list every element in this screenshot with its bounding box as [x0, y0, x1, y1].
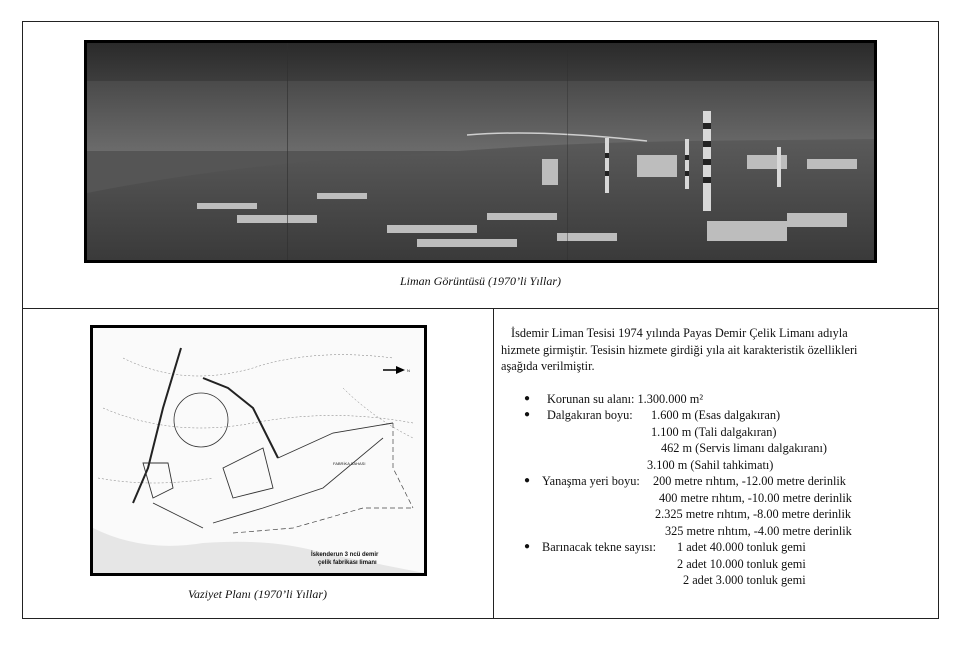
north-arrow-label: N — [407, 368, 410, 373]
list-item-dalgakiran: ● Dalgakıran boyu: 1.600 m (Esas dalgakıran) — [524, 408, 781, 422]
column-divider — [493, 308, 494, 619]
list-item-barinacak-cont: 2 adet 3.000 tonluk gemi — [683, 573, 806, 587]
port-panorama-photo — [84, 40, 877, 263]
row-divider — [22, 308, 939, 309]
fabrika-label: FABRİKA SAHASI — [333, 461, 366, 466]
list-item-korunan: ● Korunan su alanı: 1.300.000 m² — [524, 391, 704, 406]
list-item-dalgakiran-cont: 3.100 m (Sahil tahkimatı) — [647, 457, 774, 472]
plan-caption: Vaziyet Planı (1970’li Yıllar) — [188, 587, 327, 601]
list-item-yanasma: ● Yanaşma yeri boyu: 200 metre rıhtım, -12.00 metre derinlik — [524, 474, 846, 488]
list-item-yanasma-cont: 2.325 metre rıhtım, -8.00 metre derinlik — [655, 507, 852, 521]
list-item-barinacak: ● Barınacak tekne sayısı: 1 adet 40.000 tonluk gemi — [524, 540, 806, 554]
list-item-dalgakiran-cont: 462 m (Servis limanı dalgakıranı) — [661, 441, 827, 455]
photo-caption: Liman Görüntüsü (1970’li Yıllar) — [399, 274, 561, 288]
list-item-barinacak-cont: 2 adet 10.000 tonluk gemi — [677, 556, 806, 571]
intro-line: aşağıda verilmiştir. — [501, 359, 595, 373]
port-description — [501, 325, 931, 589]
bullet-icon: ● — [524, 409, 531, 420]
bullet-icon: ● — [524, 541, 531, 552]
plan-title-line2: çelik fabrikası limanı — [318, 560, 377, 566]
site-plan-drawing — [90, 325, 427, 576]
bullet-icon: ● — [524, 475, 531, 486]
list-item-dalgakiran-cont: 1.100 m (Tali dalgakıran) — [651, 424, 777, 439]
intro-line: hizmete girmiştir. Tesisin hizmete girdiği yıla ait karakteristik özellikleri — [501, 342, 858, 357]
bullet-icon: ● — [524, 392, 531, 404]
list-item-yanasma-cont: 325 metre rıhtım, -4.00 metre derinlik — [665, 523, 852, 538]
plan-title-line1: İskenderun 3 ncü demir — [311, 552, 379, 558]
intro-line: İsdemir Liman Tesisi 1974 yılında Payas Demir Çelik Limanı adıyla — [511, 326, 848, 340]
list-item-yanasma-cont: 400 metre rıhtım, -10.00 metre derinlik — [659, 490, 852, 505]
